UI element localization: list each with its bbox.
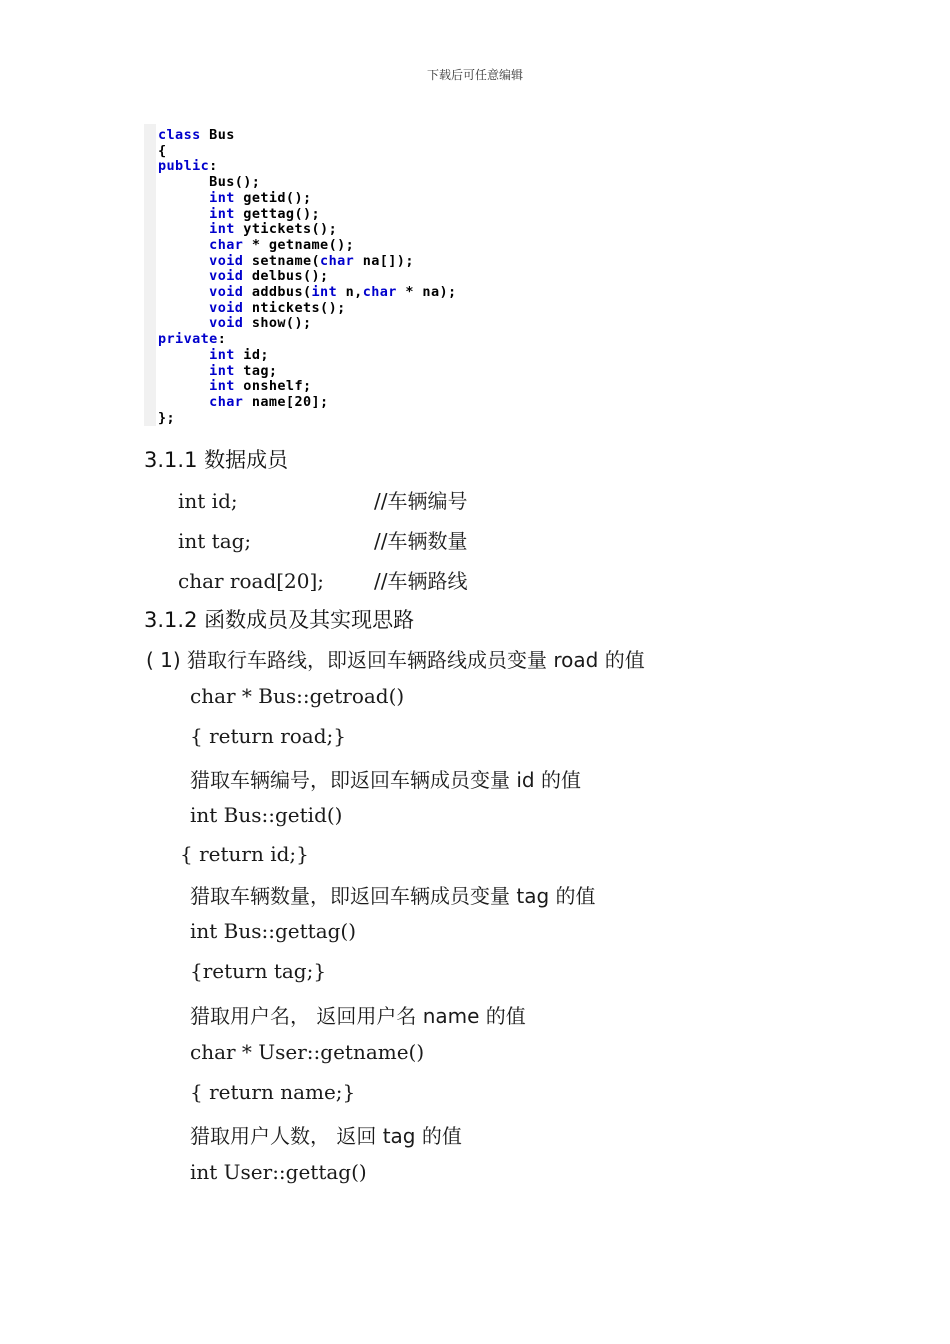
code-keyword: void: [209, 252, 244, 269]
code-image-line: [158, 254, 414, 270]
code-text: na[]);: [354, 252, 414, 269]
code-keyword: char: [320, 252, 355, 269]
data-member-row: [178, 485, 467, 514]
code-image-line: [158, 316, 312, 332]
code-text: setname(: [243, 252, 321, 269]
code-keyword: void: [209, 284, 244, 300]
code-keyword: int: [209, 378, 235, 395]
code-image-line: [158, 269, 329, 285]
code-keyword: class: [158, 127, 201, 143]
code-line: char * Bus::getroad(): [190, 684, 405, 708]
code-text: ntickets();: [243, 299, 346, 316]
code-line: { return id;}: [180, 842, 309, 866]
code-image-line: [158, 238, 354, 254]
code-text: delbus();: [243, 268, 329, 285]
code-text: };: [158, 409, 176, 426]
description-line: 猎取用户人数， 返回 tag 的值: [190, 1124, 462, 1148]
code-image-line: [158, 395, 329, 411]
code-text: ytickets();: [234, 221, 338, 238]
page-header-note: 下载后可任意编辑: [426, 68, 523, 82]
code-text: gettag();: [234, 205, 321, 222]
code-keyword: void: [209, 268, 244, 285]
member-code: char road[20];: [178, 569, 325, 593]
code-keyword: int: [209, 362, 235, 379]
code-text: addbus(: [243, 284, 312, 300]
code-text: n,: [337, 284, 363, 300]
code-keyword: int: [209, 189, 235, 206]
code-image-line: [158, 175, 260, 191]
code-keyword: int: [209, 205, 235, 222]
description-line: 猎取用户名， 返回用户名 name 的值: [190, 1004, 526, 1028]
member-code: int id;: [178, 489, 238, 513]
code-text: id;: [234, 346, 269, 363]
code-keyword: char: [209, 393, 244, 410]
code-keyword: char: [209, 236, 244, 253]
code-text: name[20];: [243, 393, 329, 410]
code-line: {return tag;}: [190, 959, 327, 983]
code-keyword: private: [158, 331, 218, 348]
code-image-line: [158, 207, 320, 223]
code-keyword: int: [209, 221, 235, 238]
code-text: * na);: [396, 284, 457, 300]
code-image-line: [158, 379, 312, 395]
code-text: Bus();: [209, 174, 261, 191]
code-text: onshelf;: [234, 378, 312, 395]
code-keyword: int: [311, 284, 338, 300]
code-image-line: [158, 411, 175, 427]
code-image-line: [158, 222, 337, 238]
code-image-line: [158, 159, 218, 175]
code-line: int User::gettag(): [190, 1160, 367, 1184]
code-image-line: [158, 128, 235, 144]
code-image-line: [158, 332, 226, 348]
section-heading-3-1-1: 3.1.1 数据成员: [144, 448, 289, 472]
code-screenshot: [144, 124, 574, 426]
code-image-line: [158, 348, 269, 364]
code-line: { return name;}: [190, 1080, 356, 1104]
code-line: char * User::getname(): [190, 1040, 425, 1064]
code-keyword: public: [158, 158, 210, 175]
section-heading-3-1-2: 3.1.2 函数成员及其实现思路: [144, 608, 415, 632]
code-text: tag;: [234, 362, 278, 379]
code-keyword: void: [209, 299, 244, 316]
member-comment: //车辆路线: [374, 569, 468, 593]
code-image-line: [158, 191, 312, 207]
code-keyword: char: [362, 284, 397, 300]
code-line: int Bus::gettag(): [190, 919, 357, 943]
code-line: { return road;}: [190, 724, 346, 748]
code-text: show();: [243, 315, 312, 332]
code-text: getid();: [234, 189, 312, 206]
data-member-row: [178, 565, 467, 594]
code-text: :: [209, 158, 218, 175]
code-text: * getname();: [243, 236, 355, 253]
member-code: int tag;: [178, 529, 252, 553]
code-line: int Bus::getid(): [190, 803, 343, 827]
code-keyword: void: [209, 315, 244, 332]
code-image-line: [158, 364, 277, 380]
data-member-row: [178, 525, 467, 554]
member-comment: //车辆数量: [374, 529, 468, 553]
code-text: :: [217, 331, 227, 348]
code-keyword: int: [209, 346, 235, 363]
code-text: {: [158, 142, 167, 159]
code-text: Bus: [200, 127, 235, 143]
description-line: 猎取车辆编号，即返回车辆成员变量 id 的值: [190, 768, 581, 792]
code-image-line: [158, 301, 346, 317]
member-comment: //车辆编号: [374, 489, 468, 513]
code-image-line: [158, 144, 167, 160]
list-item-1: ( 1) 猎取行车路线，即返回车辆路线成员变量 road 的值: [146, 648, 645, 672]
description-line: 猎取车辆数量，即返回车辆成员变量 tag 的值: [190, 884, 596, 908]
code-image-line: [158, 285, 457, 301]
